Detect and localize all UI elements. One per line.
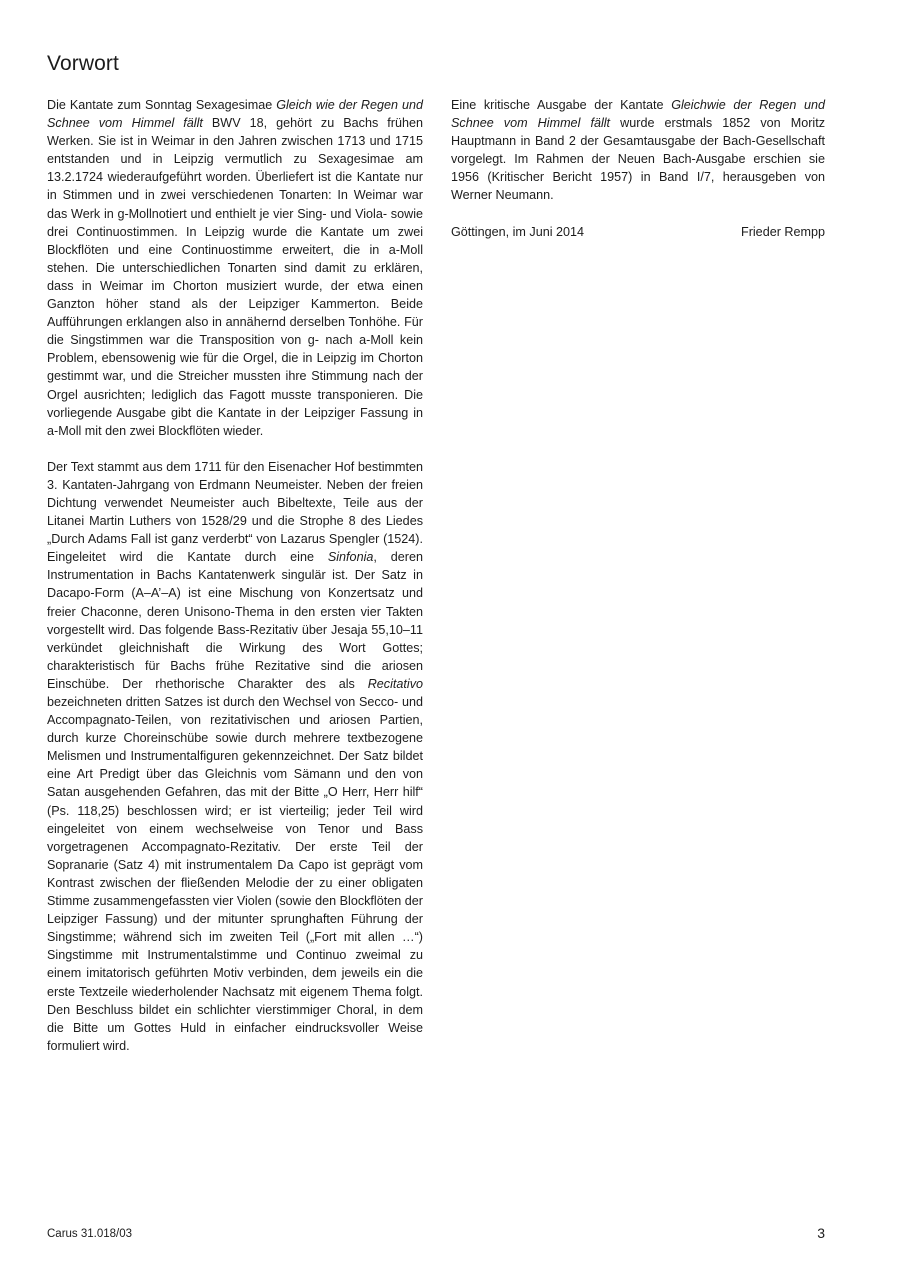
catalog-number: Carus 31.018/03 [47, 1228, 133, 1240]
author-name: Frieder Rempp [741, 224, 825, 239]
italic-text: Sinfonia [327, 550, 374, 565]
text-run: wurde erstmals 1852 von Moritz Hauptmann in Band 2 der Gesamtausgabe der Bach-Gesellschaft vorgelegt. Im Rahmen der Neuen Bach-Ausgabe erschien sie 1956 (Kritischer Bericht 1957) in Band I/7, herausgeben von Werner Neumann. [451, 116, 826, 203]
text-run: bezeichneten dritten Satzes ist durch den Wechsel von Secco- und Accompagnato-Teilen, von rezitativischen und ariosen Partien, durch kurze Choreinschübe sowie durch mehrere textbezogene Melismen und Instrumentalfiguren gekennzeichnet. Der Satz bildet eine Art Predigt über das Gleichnis vom Sämann und den von Satan ausgehenden Gefahren, das mit der Bitte „O Herr, Herr hilf“ (Ps. 118,25) beschlossen wird; er ist vierteilig; jeder Teil wird eingeleitet von einem wechselweise von Tenor und Bass vorgetragenen Accompagnato-Rezitativ. Der erste Teil der Sopranarie (Satz 4) mit instrumentalem Da Capo ist geprägt vom Kontrast zwischen der fließenden Melodie der zu einer obligaten Stimme zusammengefassten vier Violen (sowie den Blockflöten der Leipziger Fassung) und der mitunter sprunghaften Führung der Singstimme; während sich im zweiten Teil („Fort mit allen …“) Singstimme mit Instrumentalstimme und Continuo zweimal zu einem imitatorisch geführten Motiv verbinden, dem jeweils ein die erste Textzeile wiederholender Nachsatz mit eigenem Thema folgt. Den Beschluss bildet ein schlichter vierstimmiger Choral, in dem die Bitte um Gottes Huld in einfacher eindrucksvoller Weise formuliert wird. [47, 695, 423, 1053]
text-run: Eine kritische Ausgabe der Kantate [451, 98, 672, 112]
page-title: Vorwort [47, 52, 119, 75]
text-run: Der Text stammt aus dem 1711 für den Eisenacher Hof bestimmten 3. Kantaten-Jahrgang von Erdmann Neumeister. Neben der freien Dichtung verwendet Neumeister auch Bibeltexte, Teile aus der Litanei Martin Luthers von 1528/29 und die Strophe 8 des Liedes „Durch Adams Fall ist ganz verderbt“ von Lazarus Spengler (1524). Eingeleitet wird die Kantate durch eine [47, 459, 423, 565]
right-column [451, 96, 825, 241]
signature-line [451, 223, 825, 241]
text-run: Die Kantate zum Sonntag Sexagesimae [47, 98, 277, 112]
paragraph [47, 96, 423, 440]
italic-text: Gleich wie der Regen und Schnee vom Himmel fällt [47, 98, 423, 131]
text-run: BWV 18, gehört zu Bachs frühen Werken. Sie ist in Weimar in den Jahren zwischen 1713 und 1715 entstanden und in Leipzig vermutlich zu Sexagesimae am 13.2.1724 wiederaufgeführt worden. Überliefert ist die Kantate nur in Stimmen und in zwei verschiedenen Tonarten: In Weimar war das Werk in g-Mollnotiert und enthielt je vier Sing- und Viola- sowie drei Continuostimmen. In Leipzig wurde die Kantate um zwei Blockflöten und eine Continuostimme erweitert, die in a-Moll stehen. Die unterschiedlichen Tonarten sind damit zu erklären, dass in Weimar im Chorton musiziert wurde, der etwa einen Ganzton höher stand als der Leipziger Kammerton. Beide Aufführungen erklangen also in annähernd derselben Tonhöhe. Für die Singstimmen war die Transposition von g- nach a-Moll kein Problem, ebensowenig wie für die Orgel, die in Leipzig im Chorton gestimmt war, und die Streicher mussten ihre Stimmung nach der Orgel ausrichten; lediglich das Fagott musste transponieren. Die vorliegende Ausgabe gibt die Kantate in der Leipziger Fassung in a-Moll mit den zwei Blockflöten wieder. [47, 116, 423, 438]
text-run: , deren Instrumentation in Bachs Kantatenwerk singulär ist. Der Satz in Dacapo-Form (A–A’–A) ist eine Mischung von Konzertsatz und freier Chaconne, deren Unisono-Thema in den ersten vier Takten vorgestellt wird. Das folgende Bass-Rezitativ über Jesaja 55,10–11 verkündet gleichnishaft die Wirkung des Wort Gottes; charakteristisch für Bachs frühe Rezitative sind die ariosen Einschübe. Der rhethorische Charakter des als [47, 550, 423, 691]
page-number: 3 [817, 1225, 825, 1241]
place-date: Göttingen, im Juni 2014 [451, 224, 585, 239]
paragraph [451, 96, 825, 205]
italic-text: Recitativo [367, 676, 423, 691]
italic-text: Gleichwie der Regen und Schnee vom Himmel fällt [451, 98, 825, 131]
left-column [47, 96, 423, 1055]
paragraph [47, 458, 423, 1055]
